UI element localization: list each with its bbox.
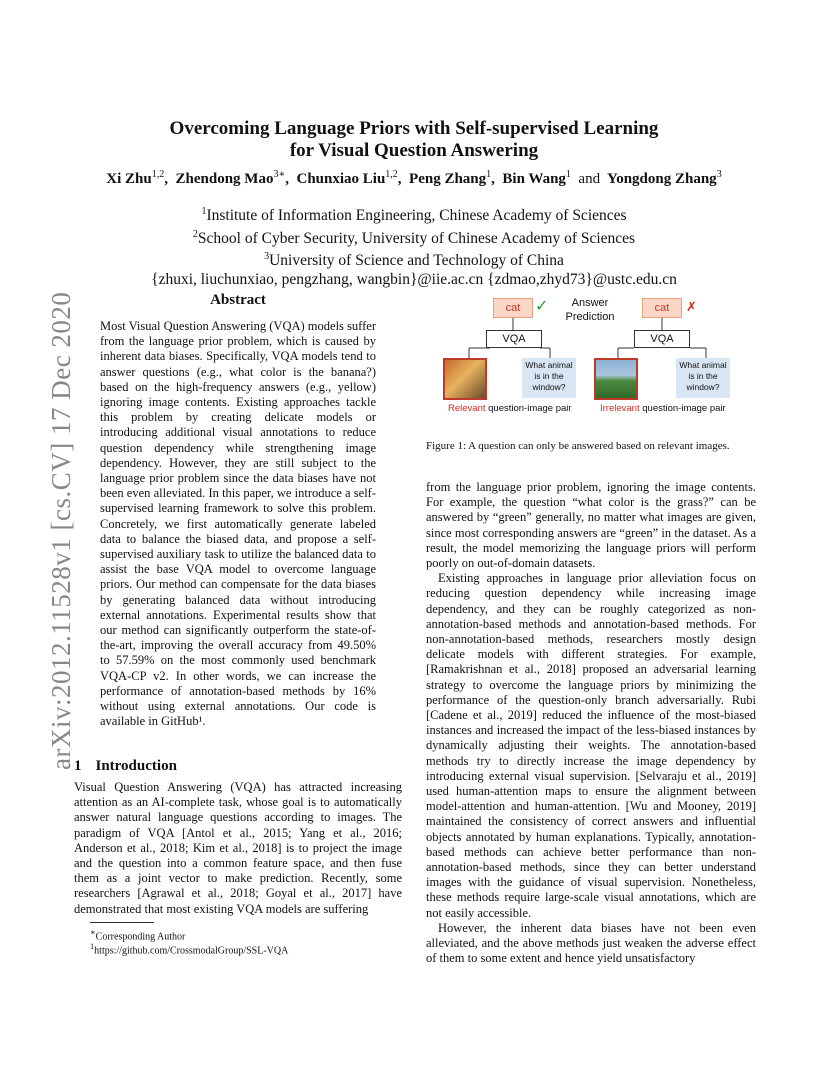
paragraph: from the language prior problem, ignoring the image contents. For example, the question “what color is the grass?” can be answered by “green” generally, no matter what images are given, since most corresponding answers are “green” in the dataset. As a result, the model memorizing the language priors will perform poorly on out-of-domain datasets. xyxy=(426,480,756,571)
check-icon: ✓ xyxy=(535,298,549,315)
cross-icon: ✗ xyxy=(686,299,697,314)
paragraph: Existing approaches in language prior alleviation focus on reducing question dependency while increasing image dependency, and they can be roughly categorized as non-annotation-based methods and annotation-based methods. For non-annotation-based methods, researchers mostly design delicate models with different strategies. For example, [Ramakrishnan et al., 2018] proposed an adversarial learning strategy to overcome the language priors by minimizing the performance of the question-only branch adversarially. Rubi [Cadene et al., 2019] reduced the influence of the most-biased instances and increased the impact of the less-biased instances by dynamically adjusting their weights. The annotation-based methods try to directly increase the image dependency by introducing external visual supervision. [Selvaraju et al., 2019] used human-attention maps to ensure the alignment between model-attention and human-attention. [Wu and Mooney, 2019] maintained the consistency of correct answers and influential objects annotated by human explanations. Typically, annotation-based methods can achieve better performance than non-annotation-based methods, since they can better understand images with the guidance of visual supervision. Nonetheless, these methods require large-scale visual annotations, which are not easily accessible. xyxy=(426,571,756,920)
author-sup: 1,2 xyxy=(385,169,398,180)
author-name: Yongdong Zhang xyxy=(607,171,717,187)
intro-left-column xyxy=(74,780,402,917)
author-name: Zhendong Mao xyxy=(175,171,274,187)
author-sup: 1 xyxy=(565,169,571,180)
title-line-2: for Visual Question Answering xyxy=(289,140,539,161)
author-list: Xi Zhu$^{1,2}$, Zhendong Mao$^{3∗}$, Chunxiao Liu$^{1,2}$, Peng Zhang$^1$, Bin Wang$^1$ and Yongdong Zhang$^3$ xyxy=(106,169,722,187)
affiliation: Institute of Information Engineering, Chinese Academy of Sciences xyxy=(206,207,627,225)
author-sup: 1 xyxy=(486,169,492,180)
paragraph: However, the inherent data biases have not been even alleviated, and the above methods just weaken the adverse effect of them to some extent and hence yield unsatisfactory xyxy=(426,920,756,966)
answer-box-right: cat xyxy=(642,298,682,318)
affiliation: University of Science and Technology of China xyxy=(269,252,564,270)
author-sup: 1,2 xyxy=(151,169,165,180)
figure-caption: Figure 1: A question can only be answered based on relevant images. xyxy=(426,440,730,452)
affiliations xyxy=(0,203,828,289)
relevant-pair-label: Relevant question-image pair xyxy=(448,403,572,414)
answer-prediction-label: Answer Prediction xyxy=(565,297,615,323)
abstract-heading: Abstract xyxy=(210,292,266,308)
paragraph: Visual Question Answering (VQA) has attracted increasing attention as an AI-complete task, whose goal is to automatically answer natural language questions according to images. The paradigm of VQA [Antol et al., 2015; Yang et al., 2016; Anderson et al., 2018; Kim et al., 2018] is to project the image and the question into a common feature space, and then fuse them as a joint vector to make prediction. Recently, some researchers [Agrawal et al., 2018; Goyal et al., 2017] have demonstrated that most existing VQA models are suffering xyxy=(74,780,402,916)
question-box-left: What animal is in the window? xyxy=(522,358,576,398)
section-title: Introduction xyxy=(95,758,177,774)
question-box-right: What animal is in the window? xyxy=(676,358,730,398)
footnote: ∗Corresponding Author xyxy=(90,928,186,943)
author-name: Xi Zhu xyxy=(106,171,152,187)
emails: {zhuxi, liuchunxiao, pengzhang, wangbin}@iie.ac.cn {zdmao,zhyd73}@ustc.edu.cn xyxy=(151,270,677,288)
affiliation: School of Cyber Security, University of Chinese Academy of Sciences xyxy=(197,229,636,247)
arxiv-stamp xyxy=(8,290,76,770)
figure-1 xyxy=(440,296,740,421)
affiliation-sup: 3 xyxy=(264,251,270,263)
footnote: $^1$https://github.com/CrossmodalGroup/SSL-VQA xyxy=(90,942,289,957)
arxiv-id: arXiv:2012.11528v1 [cs.CV] 17 Dec 2020 xyxy=(46,291,76,770)
footnote-rule xyxy=(90,922,154,923)
author-sup: 3 xyxy=(716,169,722,180)
cat-window-image xyxy=(443,358,487,400)
irrelevant-pair-label: Irrelevant question-image pair xyxy=(600,403,726,414)
section-number: 1 xyxy=(74,758,82,774)
section-heading xyxy=(74,758,177,775)
intro-right-column xyxy=(426,480,756,967)
author-name: Chunxiao Liu xyxy=(296,171,386,187)
answer-box-left: cat xyxy=(493,298,533,318)
and-word: and xyxy=(578,171,601,187)
landscape-image xyxy=(594,358,638,400)
affiliation-sup: 2 xyxy=(192,228,198,240)
author-name: Peng Zhang xyxy=(409,171,487,187)
paper-title xyxy=(0,118,828,162)
affiliation-sup: 1 xyxy=(201,206,207,217)
vqa-box-left: VQA xyxy=(486,330,542,348)
title-line-1: Overcoming Language Priors with Self-supervised Learning xyxy=(169,118,659,139)
abstract-text: Most Visual Question Answering (VQA) models suffer from the language prior problem, which is caused by inherent data biases. Specifically, VQA models tend to answer questions (e.g., what color is the banana?) based on the high-frequency answers (e.g., yellow) ignoring image contents. Existing approaches tackle this problem by creating delicate models or introducing additional visual annotations to reduce question dependency while strengthening image dependency. However, they are still subject to the language prior problem since the data biases have not been even alleviated. In this paper, we introduce a self-supervised learning framework to solve this problem. Concretely, we first automatically generate labeled data to balance the biased data, and propose a self-supervised auxiliary task to utilize the balanced data to assist the base VQA model to overcome language priors. Our method can compensate for the data biases by generating balanced data without introducing external annotations. Experimental results show that our method can significantly outperform the state-of-the-art, improving the overall accuracy from 49.50% to 57.59% on the most commonly used benchmark VQA-CP v2. In other words, we can increase the performance of annotation-based methods by 16% without using external annotations. Our code is available in GitHub¹. xyxy=(100,319,376,729)
vqa-box-right: VQA xyxy=(634,330,690,348)
author-sup: 3∗ xyxy=(273,169,286,180)
author-name: Bin Wang xyxy=(502,171,566,187)
